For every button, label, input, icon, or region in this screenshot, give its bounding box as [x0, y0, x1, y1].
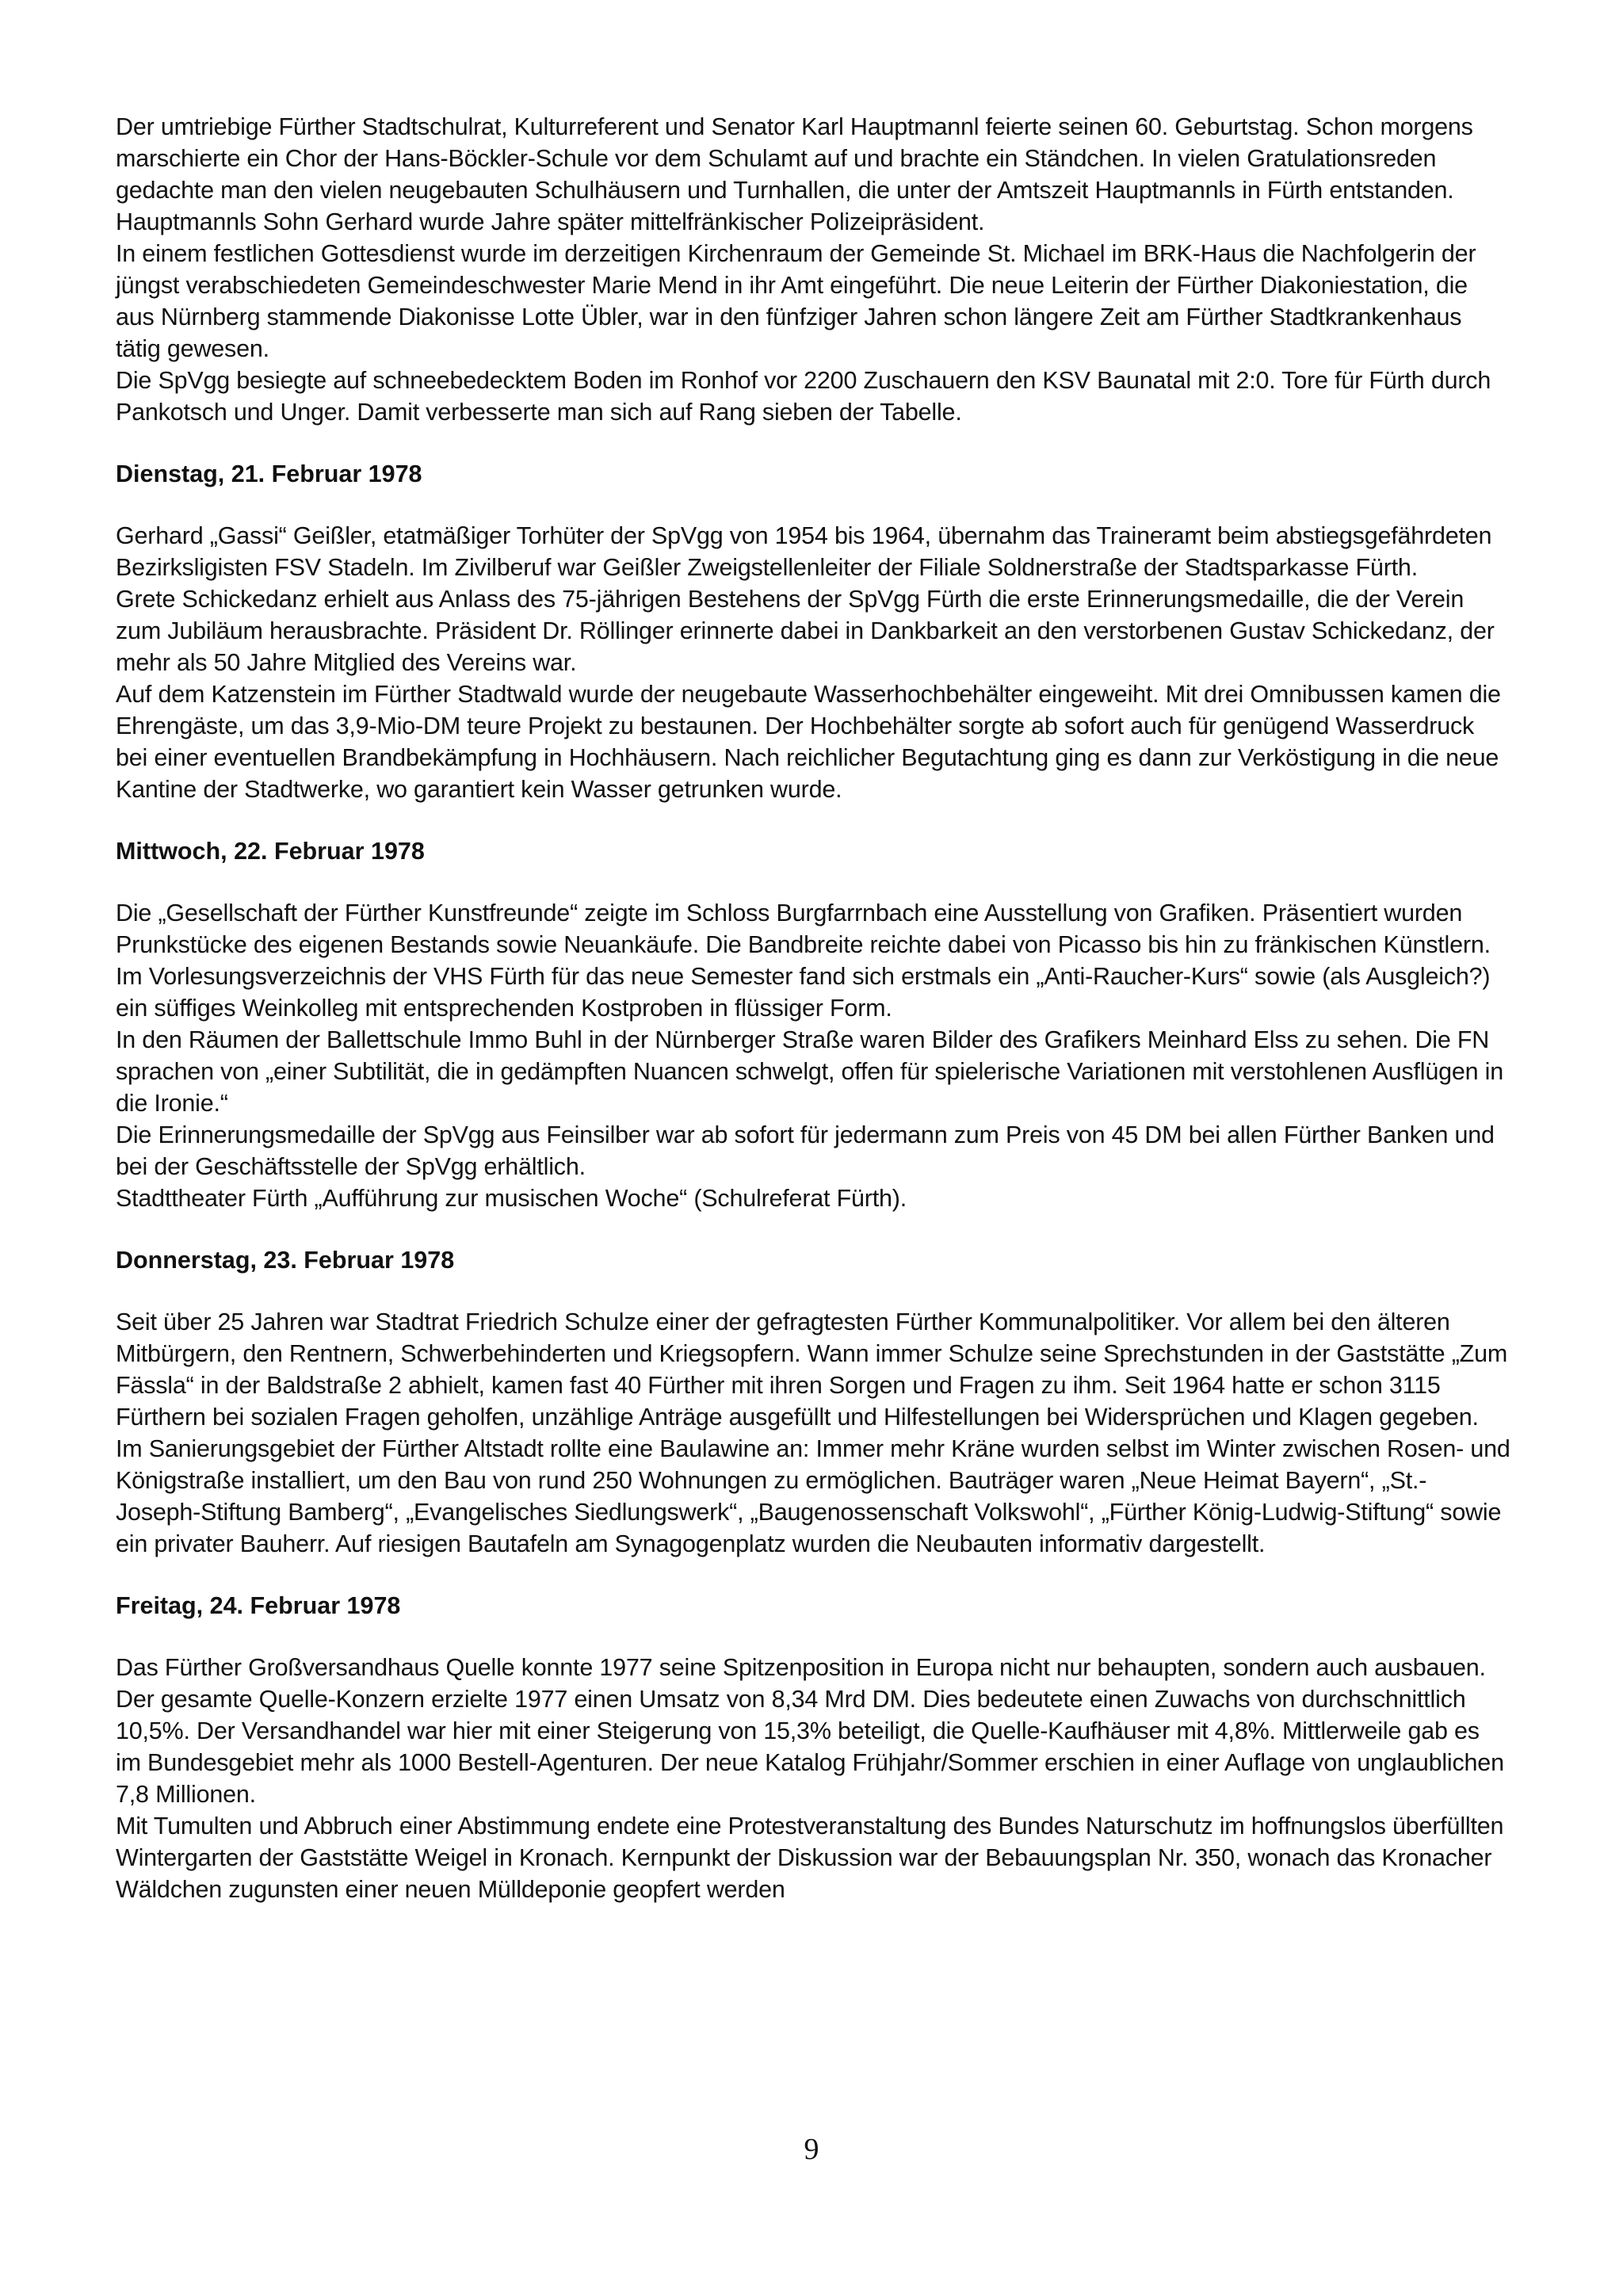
document-page — [116, 111, 1510, 1905]
paragraph: Seit über 25 Jahren war Stadtrat Friedrich Schulze einer der gefragtesten Fürther Kommunalpolitiker. Vor allem bei den älteren Mitbürgern, den Rentnern, Schwerbehinderten und Kriegsopfern. Wann immer Schulze seine Sprechstunden in der Gaststätte „Zum Fässla“ in der Baldstraße 2 abhielt, kamen fast 40 Fürther mit ihren Sorgen und Fragen zu ihm. Seit 1964 hatte er schon 3115 Fürthern bei sozialen Fragen geholfen, unzählige Anträge ausgefüllt und Hilfestellungen bei Widersprüchen und Klagen gegeben. — [116, 1308, 1508, 1431]
section-heading: Dienstag, 21. Februar 1978 — [116, 460, 422, 487]
paragraph: Gerhard „Gassi“ Geißler, etatmäßiger Torhüter der SpVgg von 1954 bis 1964, übernahm das Traineramt beim abstiegsgefährdeten Bezirksligisten FSV Stadeln. Im Zivilberuf war Geißler Zweigstellenleiter der Filiale Soldnerstraße der Stadtsparkasse Fürth. — [116, 522, 1492, 581]
paragraph: Im Vorlesungsverzeichnis der VHS Fürth für das neue Semester fand sich erstmals ein „Anti-Raucher-Kurs“ sowie (als Ausgleich?) ein süffiges Weinkolleg mit entsprechenden Kostproben in flüssiger Form. — [116, 963, 1491, 1022]
paragraph: In den Räumen der Ballettschule Immo Buhl in der Nürnberger Straße waren Bilder des Grafikers Meinhard Elss zu sehen. Die FN sprachen von „einer Subtilität, die in gedämpften Nuancen schwelgt, offen für spielerische Variationen mit verstohlenen Ausflügen in die Ironie.“ — [116, 1026, 1503, 1117]
page-number: 9 — [804, 2133, 819, 2166]
section-body — [116, 897, 1510, 1214]
intro-block — [116, 111, 1510, 428]
paragraph: Das Fürther Großversandhaus Quelle konnte 1977 seine Spitzenposition in Europa nicht nur behaupten, sondern auch ausbauen. Der gesamte Quelle-Konzern erzielte 1977 einen Umsatz von 8,34 Mrd DM. Dies bedeutete einen Zuwachs von durchschnittlich 10,5%. Der Versandhandel war hier mit einer Steigerung von 15,3% beteiligt, die Quelle-Kaufhäuser mit 4,8%. Mittlerweile gab es im Bundesgebiet mehr als 1000 Bestell-Agenturen. Der neue Katalog Frühjahr/Sommer erschien in einer Auflage von unglaublichen 7,8 Millionen. — [116, 1654, 1504, 1808]
section-body — [116, 1652, 1510, 1905]
paragraph: In einem festlichen Gottesdienst wurde im derzeitigen Kirchenraum der Gemeinde St. Michael im BRK-Haus die Nachfolgerin der jüngst verabschiedeten Gemeindeschwester Marie Mend in ihr Amt eingeführt. Die neue Leiterin der Fürther Diakoniestation, die aus Nürnberg stammende Diakonisse Lotte Übler, war in den fünfziger Jahren schon längere Zeit am Fürther Stadtkrankenhaus tätig gewesen. — [116, 240, 1476, 362]
paragraph: Auf dem Katzenstein im Fürther Stadtwald wurde der neugebaute Wasserhochbehälter eingeweiht. Mit drei Omnibussen kamen die Ehrengäste, um das 3,9-Mio-DM teure Projekt zu bestaunen. Der Hochbehälter sorgte ab sofort auch für genügend Wasserdruck bei einer eventuellen Brandbekämpfung in Hochhäusern. Nach reichlicher Begutachtung ging es dann zur Verköstigung in die neue Kantine der Stadtwerke, wo garantiert kein Wasser getrunken wurde. — [116, 681, 1501, 803]
section-heading: Donnerstag, 23. Februar 1978 — [116, 1247, 455, 1274]
paragraph: Die Erinnerungsmedaille der SpVgg aus Feinsilber war ab sofort für jedermann zum Preis von 45 DM bei allen Fürther Banken und bei der Geschäftsstelle der SpVgg erhältlich. — [116, 1121, 1495, 1180]
section-body — [116, 1306, 1510, 1560]
section-heading: Mittwoch, 22. Februar 1978 — [116, 838, 425, 865]
paragraph: Stadttheater Fürth „Aufführung zur musischen Woche“ (Schulreferat Fürth). — [116, 1185, 907, 1212]
paragraph: Der umtriebige Fürther Stadtschulrat, Kulturreferent und Senator Karl Hauptmannl feierte seinen 60. Geburtstag. Schon morgens marschierte ein Chor der Hans-Böckler-Schule vor dem Schulamt auf und brachte ein Ständchen. In vielen Gratulationsreden gedachte man den vielen neugebauten Schulhäusern und Turnhallen, die unter der Amtszeit Hauptmannls in Fürth entstanden. Hauptmannls Sohn Gerhard wurde Jahre später mittelfränkischer Polizeipräsident. — [116, 113, 1473, 235]
paragraph: Im Sanierungsgebiet der Fürther Altstadt rollte eine Baulawine an: Immer mehr Kräne wurden selbst im Winter zwischen Rosen- und Königstraße installiert, um den Bau von rund 250 Wohnungen zu ermöglichen. Bauträger waren „Neue Heimat Bayern“, „St.-Joseph-Stiftung Bamberg“, „Evangelisches Siedlungswerk“, „Baugenossenschaft Volkswohl“, „Fürther König-Ludwig-Stiftung“ sowie ein privater Bauherr. Auf riesigen Bautafeln am Synagogenplatz wurden die Neubauten informativ dargestellt. — [116, 1435, 1510, 1557]
paragraph: Die SpVgg besiegte auf schneebedecktem Boden im Ronhof vor 2200 Zuschauern den KSV Baunatal mit 2:0. Tore für Fürth durch Pankotsch und Unger. Damit verbesserte man sich auf Rang sieben der Tabelle. — [116, 367, 1491, 426]
section-heading: Freitag, 24. Februar 1978 — [116, 1592, 401, 1619]
paragraph: Die „Gesellschaft der Fürther Kunstfreunde“ zeigte im Schloss Burgfarrnbach eine Ausstellung von Grafiken. Präsentiert wurden Prunkstücke des eigenen Bestands sowie Neuankäufe. Die Bandbreite reichte dabei von Picasso bis hin zu fränkischen Künstlern. — [116, 900, 1491, 958]
paragraph: Mit Tumulten und Abbruch einer Abstimmung endete eine Protestveranstaltung des Bundes Naturschutz im hoffnungslos überfüllten Wintergarten der Gaststätte Weigel in Kronach. Kernpunkt der Diskussion war der Bebauungsplan Nr. 350, wonach das Kronacher Wäldchen zugunsten einer neuen Mülldeponie geopfert werden — [116, 1813, 1504, 1903]
section-body — [116, 520, 1510, 805]
paragraph: Grete Schickedanz erhielt aus Anlass des 75-jährigen Bestehens der SpVgg Fürth die erste Erinnerungsmedaille, die der Verein zum Jubiläum herausbrachte. Präsident Dr. Röllinger erinnerte dabei in Dankbarkeit an den verstorbenen Gustav Schickedanz, der mehr als 50 Jahre Mitglied des Vereins war. — [116, 586, 1495, 676]
